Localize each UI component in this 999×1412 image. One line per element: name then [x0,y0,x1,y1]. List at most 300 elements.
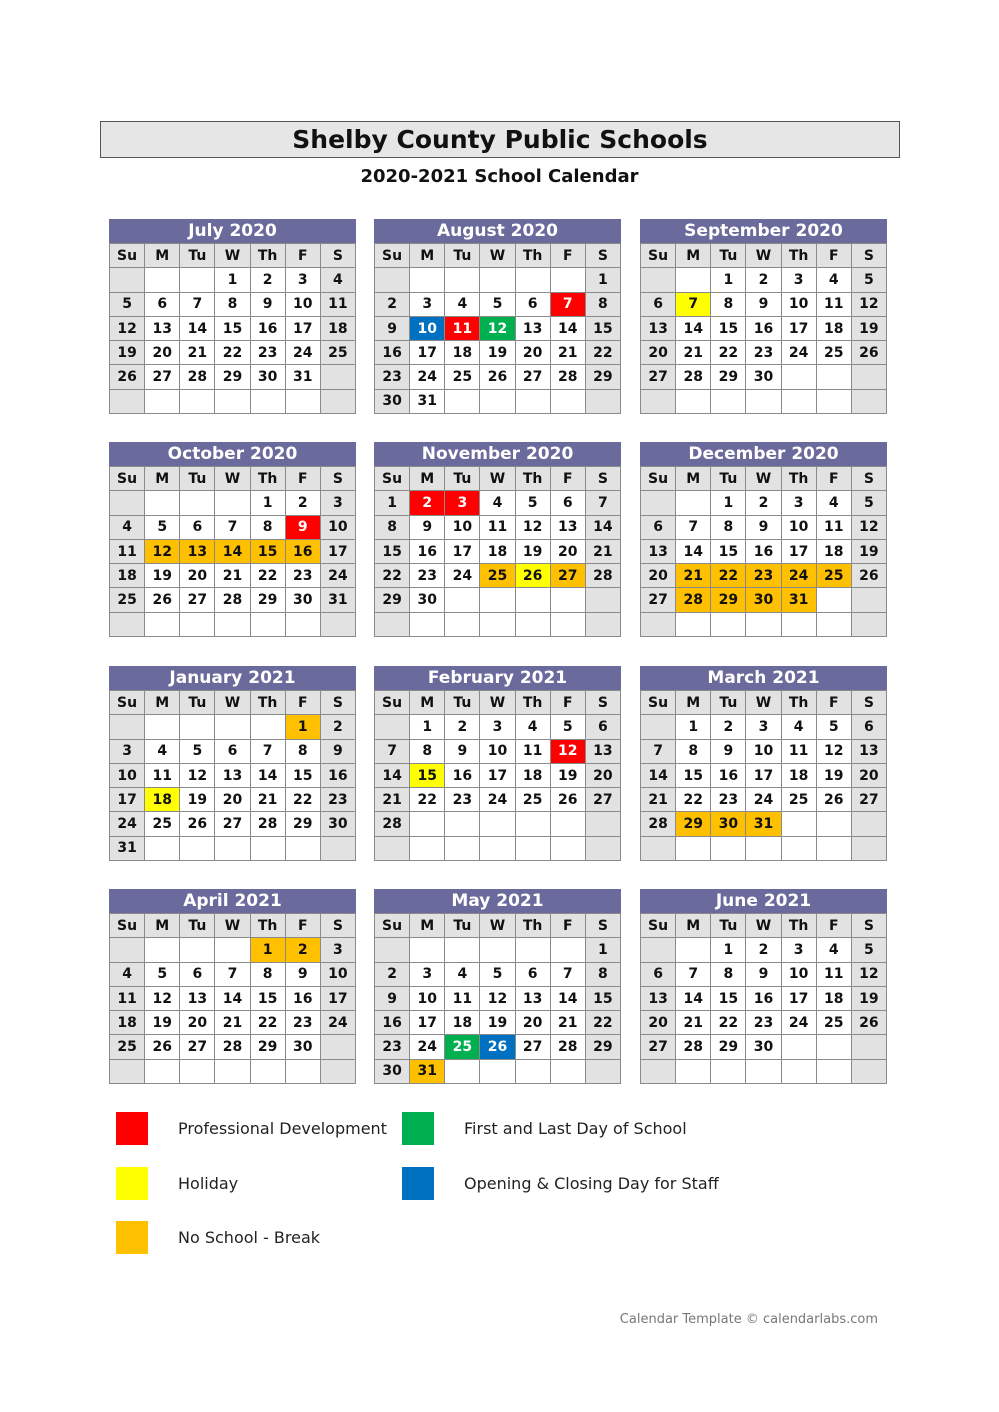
day-cell: 30 [250,365,285,389]
day-cell: 15 [711,316,746,340]
day-cell: 22 [711,564,746,588]
day-cell: 9 [285,515,320,539]
day-cell: 3 [320,491,355,515]
day-cell: 7 [375,739,410,763]
weekday-header: M [145,691,180,715]
day-cell: 27 [641,588,676,612]
day-cell: 19 [851,539,886,563]
weekday-header: W [746,244,781,268]
empty-cell [711,1059,746,1083]
weekday-header: M [410,467,445,491]
empty-cell [375,268,410,292]
day-cell: 11 [816,515,851,539]
empty-cell [320,389,355,413]
empty-cell [410,612,445,636]
day-cell: 19 [851,986,886,1010]
day-cell: 27 [515,365,550,389]
day-cell: 11 [816,292,851,316]
day-cell: 20 [550,539,585,563]
weekday-header: M [676,691,711,715]
weekday-header: W [746,691,781,715]
weekday-header: M [676,914,711,938]
day-cell: 1 [250,938,285,962]
empty-cell [816,836,851,860]
day-cell: 19 [145,564,180,588]
empty-cell [641,268,676,292]
day-cell: 4 [445,962,480,986]
day-cell: 3 [410,962,445,986]
day-cell: 26 [851,341,886,365]
day-cell: 16 [746,539,781,563]
empty-cell [320,1035,355,1059]
day-cell: 7 [641,739,676,763]
day-cell: 25 [320,341,355,365]
month-title: April 2021 [109,889,356,913]
day-cell: 27 [215,812,250,836]
empty-cell [550,389,585,413]
legend-swatch [116,1221,148,1254]
empty-cell [445,389,480,413]
month-calendar [374,442,621,637]
day-cell: 13 [641,986,676,1010]
month-title: November 2020 [374,442,621,466]
day-cell: 24 [110,812,145,836]
day-cell: 30 [746,365,781,389]
day-cell: 18 [445,1011,480,1035]
weekday-header: S [585,467,620,491]
day-cell: 20 [585,763,620,787]
day-cell: 7 [676,962,711,986]
month-calendar [109,889,356,1084]
empty-cell [515,268,550,292]
day-cell: 22 [250,564,285,588]
weekday-header: F [816,914,851,938]
empty-cell [320,1059,355,1083]
day-cell: 17 [410,1011,445,1035]
empty-cell [851,612,886,636]
day-cell: 19 [480,1011,515,1035]
empty-cell [515,612,550,636]
day-cell: 28 [676,1035,711,1059]
day-cell: 28 [550,365,585,389]
month-calendar [640,889,887,1084]
legend-label: Professional Development [178,1119,387,1138]
empty-cell [676,491,711,515]
day-cell: 28 [215,1035,250,1059]
day-cell: 5 [180,739,215,763]
empty-cell [480,268,515,292]
empty-cell [180,389,215,413]
day-cell: 24 [285,341,320,365]
empty-cell [480,938,515,962]
empty-cell [480,389,515,413]
empty-cell [180,1059,215,1083]
day-cell: 22 [410,788,445,812]
empty-cell [320,836,355,860]
day-cell: 2 [285,491,320,515]
day-cell: 24 [781,1011,816,1035]
day-cell: 28 [676,365,711,389]
day-cell: 24 [410,1035,445,1059]
day-cell: 11 [515,739,550,763]
day-cell: 10 [110,763,145,787]
day-cell: 21 [641,788,676,812]
day-cell: 7 [676,515,711,539]
empty-cell [816,588,851,612]
weekday-header: S [320,467,355,491]
day-cell: 12 [145,539,180,563]
empty-cell [781,836,816,860]
day-cell: 31 [110,836,145,860]
empty-cell [145,491,180,515]
legend-item-pd [116,1112,387,1145]
empty-cell [445,836,480,860]
day-cell: 26 [145,1035,180,1059]
day-cell: 15 [711,539,746,563]
day-cell: 27 [180,1035,215,1059]
weekday-header: Su [110,467,145,491]
day-cell: 31 [410,389,445,413]
weekday-header: Su [375,467,410,491]
empty-cell [145,389,180,413]
day-cell: 12 [180,763,215,787]
day-cell: 1 [711,268,746,292]
empty-cell [550,938,585,962]
day-cell: 29 [285,812,320,836]
weekday-header: Su [110,691,145,715]
day-cell: 7 [180,292,215,316]
day-cell: 12 [816,739,851,763]
day-cell: 11 [480,515,515,539]
day-cell: 27 [180,588,215,612]
day-cell: 10 [781,515,816,539]
day-cell: 31 [410,1059,445,1083]
weekday-header: S [320,914,355,938]
day-cell: 6 [851,715,886,739]
day-cell: 28 [180,365,215,389]
day-cell: 29 [585,365,620,389]
day-cell: 18 [445,341,480,365]
page-subtitle: 2020-2021 School Calendar [360,166,639,187]
weekday-header: Tu [445,467,480,491]
day-cell: 31 [746,812,781,836]
day-cell: 23 [375,1035,410,1059]
weekday-header: F [285,467,320,491]
empty-cell [851,389,886,413]
day-cell: 25 [445,365,480,389]
weekday-header: F [550,467,585,491]
day-cell: 23 [445,788,480,812]
month-calendar [109,666,356,861]
day-cell: 2 [711,715,746,739]
day-cell: 29 [250,588,285,612]
day-cell: 6 [215,739,250,763]
day-cell: 12 [480,316,515,340]
day-cell: 17 [480,763,515,787]
day-cell: 20 [515,341,550,365]
weekday-header: M [410,691,445,715]
empty-cell [410,938,445,962]
day-cell: 22 [375,564,410,588]
empty-cell [585,612,620,636]
day-cell: 7 [250,739,285,763]
day-cell: 20 [851,763,886,787]
day-cell: 5 [145,515,180,539]
month-title: July 2020 [109,219,356,243]
weekday-header: Su [110,244,145,268]
day-cell: 9 [445,739,480,763]
empty-cell [445,812,480,836]
day-cell: 17 [320,539,355,563]
weekday-header: Tu [180,914,215,938]
day-cell: 13 [180,539,215,563]
empty-cell [320,365,355,389]
empty-cell [816,1035,851,1059]
day-cell: 25 [816,1011,851,1035]
day-cell: 8 [711,292,746,316]
day-cell: 10 [285,292,320,316]
day-cell: 2 [410,491,445,515]
empty-cell [445,268,480,292]
empty-cell [410,836,445,860]
day-cell: 1 [375,491,410,515]
day-cell: 20 [180,564,215,588]
day-cell: 13 [180,986,215,1010]
day-cell: 27 [585,788,620,812]
empty-cell [145,1059,180,1083]
empty-cell [285,1059,320,1083]
weekday-header: Th [515,467,550,491]
day-cell: 12 [110,316,145,340]
day-cell: 25 [816,564,851,588]
day-cell: 9 [746,292,781,316]
day-cell: 17 [781,539,816,563]
weekday-header: Th [250,691,285,715]
empty-cell [285,389,320,413]
day-cell: 15 [250,986,285,1010]
day-cell: 28 [585,564,620,588]
day-cell: 26 [851,1011,886,1035]
day-cell: 21 [585,539,620,563]
empty-cell [585,812,620,836]
day-cell: 21 [250,788,285,812]
day-cell: 27 [641,1035,676,1059]
weekday-header: Th [781,244,816,268]
empty-cell [746,836,781,860]
empty-cell [145,938,180,962]
day-cell: 15 [676,763,711,787]
empty-cell [410,812,445,836]
legend-item-brk [116,1221,320,1254]
empty-cell [676,268,711,292]
month-title: June 2021 [640,889,887,913]
weekday-header: F [816,467,851,491]
weekday-header: W [215,467,250,491]
empty-cell [445,938,480,962]
day-cell: 2 [445,715,480,739]
empty-cell [781,365,816,389]
month-title: March 2021 [640,666,887,690]
empty-cell [641,389,676,413]
weekday-header: Tu [180,467,215,491]
empty-cell [711,836,746,860]
empty-cell [781,389,816,413]
empty-cell [676,836,711,860]
weekday-header: Tu [711,691,746,715]
day-cell: 18 [320,316,355,340]
month-title: October 2020 [109,442,356,466]
day-cell: 14 [375,763,410,787]
day-cell: 14 [215,986,250,1010]
day-cell: 9 [250,292,285,316]
month-calendar [109,442,356,637]
empty-cell [585,1059,620,1083]
weekday-header: M [410,244,445,268]
day-cell: 29 [711,588,746,612]
empty-cell [816,389,851,413]
weekday-header: Th [515,914,550,938]
empty-cell [781,1059,816,1083]
weekday-header: F [816,691,851,715]
day-cell: 8 [585,962,620,986]
day-cell: 25 [781,788,816,812]
day-cell: 18 [480,539,515,563]
empty-cell [515,938,550,962]
day-cell: 8 [250,962,285,986]
empty-cell [215,612,250,636]
day-cell: 26 [515,564,550,588]
day-cell: 4 [320,268,355,292]
day-cell: 12 [145,986,180,1010]
day-cell: 19 [480,341,515,365]
day-cell: 4 [480,491,515,515]
empty-cell [781,1035,816,1059]
weekday-header: Su [641,914,676,938]
empty-cell [550,836,585,860]
day-cell: 7 [676,292,711,316]
weekday-header: F [550,244,585,268]
day-cell: 29 [585,1035,620,1059]
day-cell: 15 [285,763,320,787]
empty-cell [250,389,285,413]
day-cell: 21 [676,341,711,365]
day-cell: 30 [375,1059,410,1083]
empty-cell [145,836,180,860]
empty-cell [145,715,180,739]
weekday-header: M [145,244,180,268]
empty-cell [110,938,145,962]
day-cell: 10 [445,515,480,539]
day-cell: 17 [110,788,145,812]
day-cell: 29 [375,588,410,612]
day-cell: 21 [180,341,215,365]
weekday-header: Th [250,914,285,938]
day-cell: 27 [641,365,676,389]
day-cell: 5 [515,491,550,515]
day-cell: 3 [781,268,816,292]
empty-cell [550,588,585,612]
day-cell: 3 [285,268,320,292]
day-cell: 30 [410,588,445,612]
day-cell: 9 [375,316,410,340]
day-cell: 22 [711,1011,746,1035]
weekday-header: S [851,244,886,268]
day-cell: 16 [285,986,320,1010]
weekday-header: Su [375,914,410,938]
empty-cell [320,612,355,636]
day-cell: 29 [215,365,250,389]
day-cell: 9 [375,986,410,1010]
weekday-header: F [550,914,585,938]
month-title: January 2021 [109,666,356,690]
day-cell: 20 [641,341,676,365]
empty-cell [746,612,781,636]
day-cell: 17 [746,763,781,787]
day-cell: 25 [145,812,180,836]
weekday-header: W [480,244,515,268]
day-cell: 18 [816,316,851,340]
month-calendar [109,219,356,414]
empty-cell [550,1059,585,1083]
empty-cell [816,1059,851,1083]
legend-label: Opening & Closing Day for Staff [464,1174,719,1193]
empty-cell [110,1059,145,1083]
day-cell: 14 [676,986,711,1010]
day-cell: 30 [711,812,746,836]
day-cell: 8 [250,515,285,539]
day-cell: 11 [816,962,851,986]
day-cell: 17 [445,539,480,563]
day-cell: 22 [585,341,620,365]
weekday-header: S [851,914,886,938]
weekday-header: Tu [711,467,746,491]
day-cell: 10 [320,962,355,986]
day-cell: 9 [746,962,781,986]
empty-cell [550,268,585,292]
day-cell: 26 [145,588,180,612]
empty-cell [110,268,145,292]
day-cell: 1 [285,715,320,739]
day-cell: 4 [110,962,145,986]
day-cell: 5 [851,938,886,962]
empty-cell [180,938,215,962]
day-cell: 23 [410,564,445,588]
day-cell: 14 [585,515,620,539]
empty-cell [851,365,886,389]
day-cell: 14 [250,763,285,787]
day-cell: 19 [110,341,145,365]
weekday-header: Th [515,691,550,715]
day-cell: 4 [145,739,180,763]
weekday-header: Tu [445,691,480,715]
day-cell: 18 [816,986,851,1010]
empty-cell [445,1059,480,1083]
empty-cell [515,812,550,836]
empty-cell [641,715,676,739]
day-cell: 10 [410,986,445,1010]
day-cell: 11 [110,986,145,1010]
day-cell: 16 [375,1011,410,1035]
empty-cell [180,836,215,860]
empty-cell [585,588,620,612]
day-cell: 12 [851,292,886,316]
day-cell: 24 [320,1011,355,1035]
day-cell: 14 [215,539,250,563]
day-cell: 23 [250,341,285,365]
day-cell: 21 [215,564,250,588]
day-cell: 23 [285,1011,320,1035]
legend-label: First and Last Day of School [464,1119,687,1138]
